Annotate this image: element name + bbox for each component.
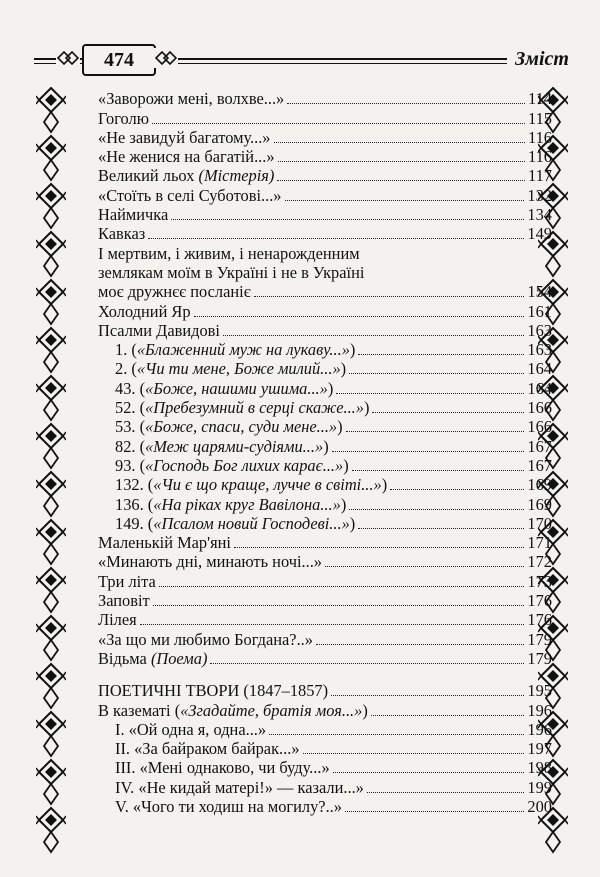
dot-leader: [171, 219, 524, 220]
toc-entry: [98, 417, 552, 436]
toc-page-number: 167: [527, 436, 552, 456]
toc-entry: [98, 591, 552, 610]
dot-leader: [372, 412, 524, 413]
toc-entry-title: 136. («На ріках круг Вавілона...»): [115, 494, 347, 514]
toc-entry: [98, 282, 552, 301]
toc-entry: [98, 378, 552, 397]
dot-leader: [371, 715, 525, 716]
dot-leader: [287, 103, 525, 104]
toc-entry: [98, 720, 552, 739]
toc-entry-title: 132. («Чи є що краще, лучче в світі...»): [115, 475, 388, 495]
toc-entry-title: II. «За байраком байрак...»: [115, 739, 300, 759]
toc-page-number: 161: [527, 301, 552, 321]
toc-entry: [98, 758, 552, 777]
toc-entry: [98, 398, 552, 417]
toc-page-number: 163: [527, 320, 552, 340]
toc-page-number: 179: [527, 629, 552, 649]
dot-leader: [274, 142, 526, 143]
toc-page-number: 195: [527, 681, 552, 701]
toc-entry-title: 1. («Блаженний муж на лукаву...»): [115, 340, 356, 360]
section-title: Зміст: [507, 42, 569, 76]
toc-entry: [98, 243, 552, 262]
toc-entry: [98, 128, 552, 147]
dot-leader: [234, 547, 524, 548]
toc-page-number: 199: [527, 777, 552, 797]
toc-entry: [98, 475, 552, 494]
toc-entry-title: 43. («Боже, нашими ушима...»): [115, 378, 334, 398]
toc-entry: [98, 552, 552, 571]
toc-entry-title: Псалми Давидові: [98, 320, 220, 340]
toc-entry-title: землякам моїм в Україні і не в Україні: [98, 262, 365, 282]
toc-page-number: 167: [527, 455, 552, 475]
dot-leader: [358, 528, 524, 529]
toc-page-number: 134: [527, 205, 552, 225]
dot-leader: [349, 509, 524, 510]
dot-leader: [345, 811, 524, 812]
dot-leader: [346, 431, 525, 432]
toc-page-number: 132: [527, 185, 552, 205]
dot-leader: [210, 663, 524, 664]
toc-entry-title: «Не женися на багатій...»: [98, 147, 275, 167]
toc-entry-title: Гоголю: [98, 108, 149, 128]
toc-entry-title: «Стоїть в селі Суботові...»: [98, 185, 282, 205]
toc-entry: [98, 681, 552, 700]
dot-leader: [159, 586, 525, 587]
toc-entry-title: 82. («Меж царями-судіями...»): [115, 436, 329, 456]
toc-entry: [98, 321, 552, 340]
toc-page-number: 197: [527, 739, 552, 759]
toc-entry-title: 149. («Псалом новий Господеві...»): [115, 513, 356, 533]
toc-entry-title: Заповіт: [98, 591, 150, 611]
toc-entry: [98, 205, 552, 224]
toc-entry: [98, 797, 552, 816]
toc-entry-title: «За що ми любимо Богдана?..»: [98, 629, 313, 649]
toc-entry: [98, 436, 552, 455]
dot-leader: [390, 489, 524, 490]
toc-entry: [98, 301, 552, 320]
toc-entry: [98, 147, 552, 166]
knot-ornament-icon: [154, 48, 178, 68]
dot-leader: [278, 161, 525, 162]
dot-leader: [269, 734, 524, 735]
dot-leader: [333, 772, 525, 773]
toc-page-number: 196: [527, 719, 552, 739]
toc-entry: [98, 700, 552, 719]
toc-page-number: 116: [528, 127, 552, 147]
toc-entry-title: IV. «Не кидай матері!» — казали...»: [115, 777, 364, 797]
toc-entry-title: моє дружнєє посланіє: [98, 282, 251, 302]
toc-entry: [98, 263, 552, 282]
toc-entry-title: Холодний Яр: [98, 301, 191, 321]
toc-page-number: 200: [527, 796, 552, 816]
toc-entry: [98, 359, 552, 378]
toc-entry-title: «Не завидуй багатому...»: [98, 127, 271, 147]
toc-page-number: 166: [527, 398, 552, 418]
toc-page-number: 149: [527, 224, 552, 244]
dot-leader: [194, 316, 525, 317]
toc-entry: [98, 89, 552, 108]
toc-entry-title: І мертвим, і живим, і ненарожденним: [98, 243, 360, 263]
dot-leader: [153, 605, 525, 606]
toc-page-number: 166: [527, 417, 552, 437]
toc-page-number: 169: [527, 475, 552, 495]
toc-entry: [98, 340, 552, 359]
table-of-contents: [98, 89, 552, 816]
dot-leader: [316, 644, 524, 645]
page-number: 474: [82, 44, 156, 76]
dot-leader: [140, 624, 525, 625]
toc-entry: [98, 185, 552, 204]
dot-leader: [336, 393, 524, 394]
toc-page-number: 179: [527, 648, 552, 668]
toc-entry: [98, 610, 552, 629]
dot-leader: [277, 180, 525, 181]
toc-entry-title: ПОЕТИЧНІ ТВОРИ (1847–1857): [98, 681, 329, 701]
toc-entry-title: Кавказ: [98, 224, 146, 244]
toc-entry: [98, 108, 552, 127]
dot-leader: [254, 296, 525, 297]
toc-entry: [98, 224, 552, 243]
dot-leader: [325, 566, 524, 567]
dot-leader: [303, 753, 525, 754]
dot-leader: [223, 335, 524, 336]
toc-entry: [98, 649, 552, 668]
toc-entry-title: В казематі («Згадайте, братія моя...»): [98, 700, 368, 720]
dot-leader: [332, 451, 525, 452]
toc-entry-title: I. «Ой одна я, одна...»: [115, 719, 267, 739]
dot-leader: [285, 200, 525, 201]
toc-entry-title: III. «Мені однаково, чи буду...»: [115, 758, 330, 778]
toc-page-number: 115: [528, 108, 552, 128]
dot-leader: [152, 123, 525, 124]
toc-entry-title: 53. («Боже, спаси, суди мене...»): [115, 417, 343, 437]
toc-entry-title: 93. («Господь Бог лихих карає...»): [115, 455, 349, 475]
toc-entry: [98, 777, 552, 796]
toc-entry: [98, 456, 552, 475]
toc-entry: [98, 494, 552, 513]
toc-entry-title: Наймичка: [98, 205, 169, 225]
toc-entry-title: 2. («Чи ти мене, Боже милий...»): [115, 359, 347, 379]
toc-entry-title: «Заворожи мені, волхве...»: [98, 89, 285, 109]
toc-entry-title: 52. («Пребезумний в серці скаже...»): [115, 398, 370, 418]
toc-entry-title: Відьма (Поема): [98, 648, 208, 668]
toc-page-number: 170: [527, 513, 552, 533]
toc-page-number: 176: [527, 610, 552, 630]
toc-page-number: 171: [527, 533, 552, 553]
toc-page-number: 164: [527, 378, 552, 398]
dot-leader: [358, 354, 524, 355]
dot-leader: [352, 470, 525, 471]
toc-entry-title: Маленькій Мар'яні: [98, 533, 231, 553]
toc-page-number: 163: [527, 340, 552, 360]
ornamental-border-left: [36, 86, 66, 854]
dot-leader: [331, 695, 524, 696]
dot-leader: [367, 792, 525, 793]
toc-entry: [98, 739, 552, 758]
page-header: [34, 42, 569, 76]
toc-page-number: 114: [528, 89, 552, 109]
dot-leader: [349, 373, 524, 374]
toc-page-number: 116: [528, 147, 552, 167]
toc-entry: [98, 629, 552, 648]
toc-entry-title: «Минають дні, минають ночі...»: [98, 552, 322, 572]
toc-entry-title: Лілея: [98, 610, 137, 630]
toc-page-number: 117: [528, 166, 552, 186]
toc-entry: [98, 166, 552, 185]
toc-page-number: 198: [527, 758, 552, 778]
knot-ornament-icon: [56, 48, 80, 68]
toc-entry: [98, 514, 552, 533]
toc-entry: [98, 533, 552, 552]
toc-page-number: 172: [527, 552, 552, 572]
toc-entry-title: Великий льох (Містерія): [98, 166, 275, 186]
toc-page-number: 154: [527, 282, 552, 302]
toc-page-number: 176: [527, 591, 552, 611]
toc-entry-title: Три літа: [98, 571, 156, 591]
toc-page-number: 173: [527, 571, 552, 591]
toc-page-number: 169: [527, 494, 552, 514]
dot-leader: [148, 238, 524, 239]
toc-entry: [98, 571, 552, 590]
toc-entry-title: V. «Чого ти ходиш на могилу?..»: [115, 796, 342, 816]
toc-page-number: 196: [527, 700, 552, 720]
toc-page-number: 164: [527, 359, 552, 379]
